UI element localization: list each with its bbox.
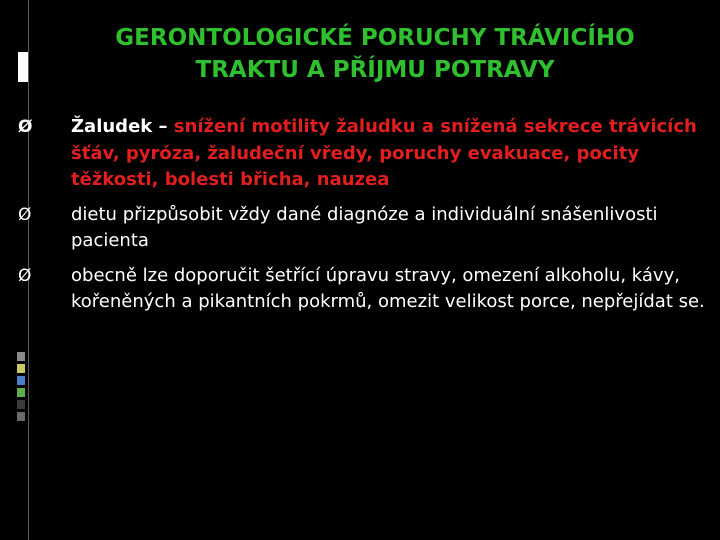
bullet-separator: – xyxy=(158,116,168,137)
deco-square xyxy=(17,364,25,373)
deco-square xyxy=(17,352,25,361)
decorative-squares xyxy=(17,352,25,424)
bullet-text: dietu přizpůsobit vždy dané diagnóze a individuální snášenlivosti pacienta xyxy=(71,203,658,251)
bullet-item-zaludek xyxy=(18,114,708,194)
slide-title xyxy=(40,22,710,86)
bullet-list xyxy=(18,114,708,324)
bullet-item-doporuceni xyxy=(18,263,708,316)
bullet-text: snížení motility žaludku a snížená sekrece trávicích šťáv, pyróza, žaludeční vředy, poruchy evakuace, pocity těžkosti, bolesti břicha, nauzea xyxy=(71,116,697,190)
bullet-text: obecně lze doporučit šetřící úpravu stravy, omezení alkoholu, kávy, kořeněných a pikantních pokrmů, omezit velikost porce, nepřejídat se. xyxy=(71,264,705,312)
arrow-bullet-icon: Ø xyxy=(18,117,33,137)
deco-square xyxy=(17,400,25,409)
title-accent-block xyxy=(18,52,28,82)
bullet-lead-term: Žaludek xyxy=(71,116,153,137)
bullet-item-dieta xyxy=(18,202,708,255)
arrow-bullet-icon: Ø xyxy=(18,265,32,286)
deco-square xyxy=(17,376,25,385)
deco-square xyxy=(17,412,25,421)
title-line-2: TRAKTU A PŘÍJMU POTRAVY xyxy=(195,57,555,83)
arrow-bullet-icon: Ø xyxy=(18,204,32,225)
title-line-1: GERONTOLOGICKÉ PORUCHY TRÁVICÍHO xyxy=(115,25,635,51)
deco-square xyxy=(17,388,25,397)
